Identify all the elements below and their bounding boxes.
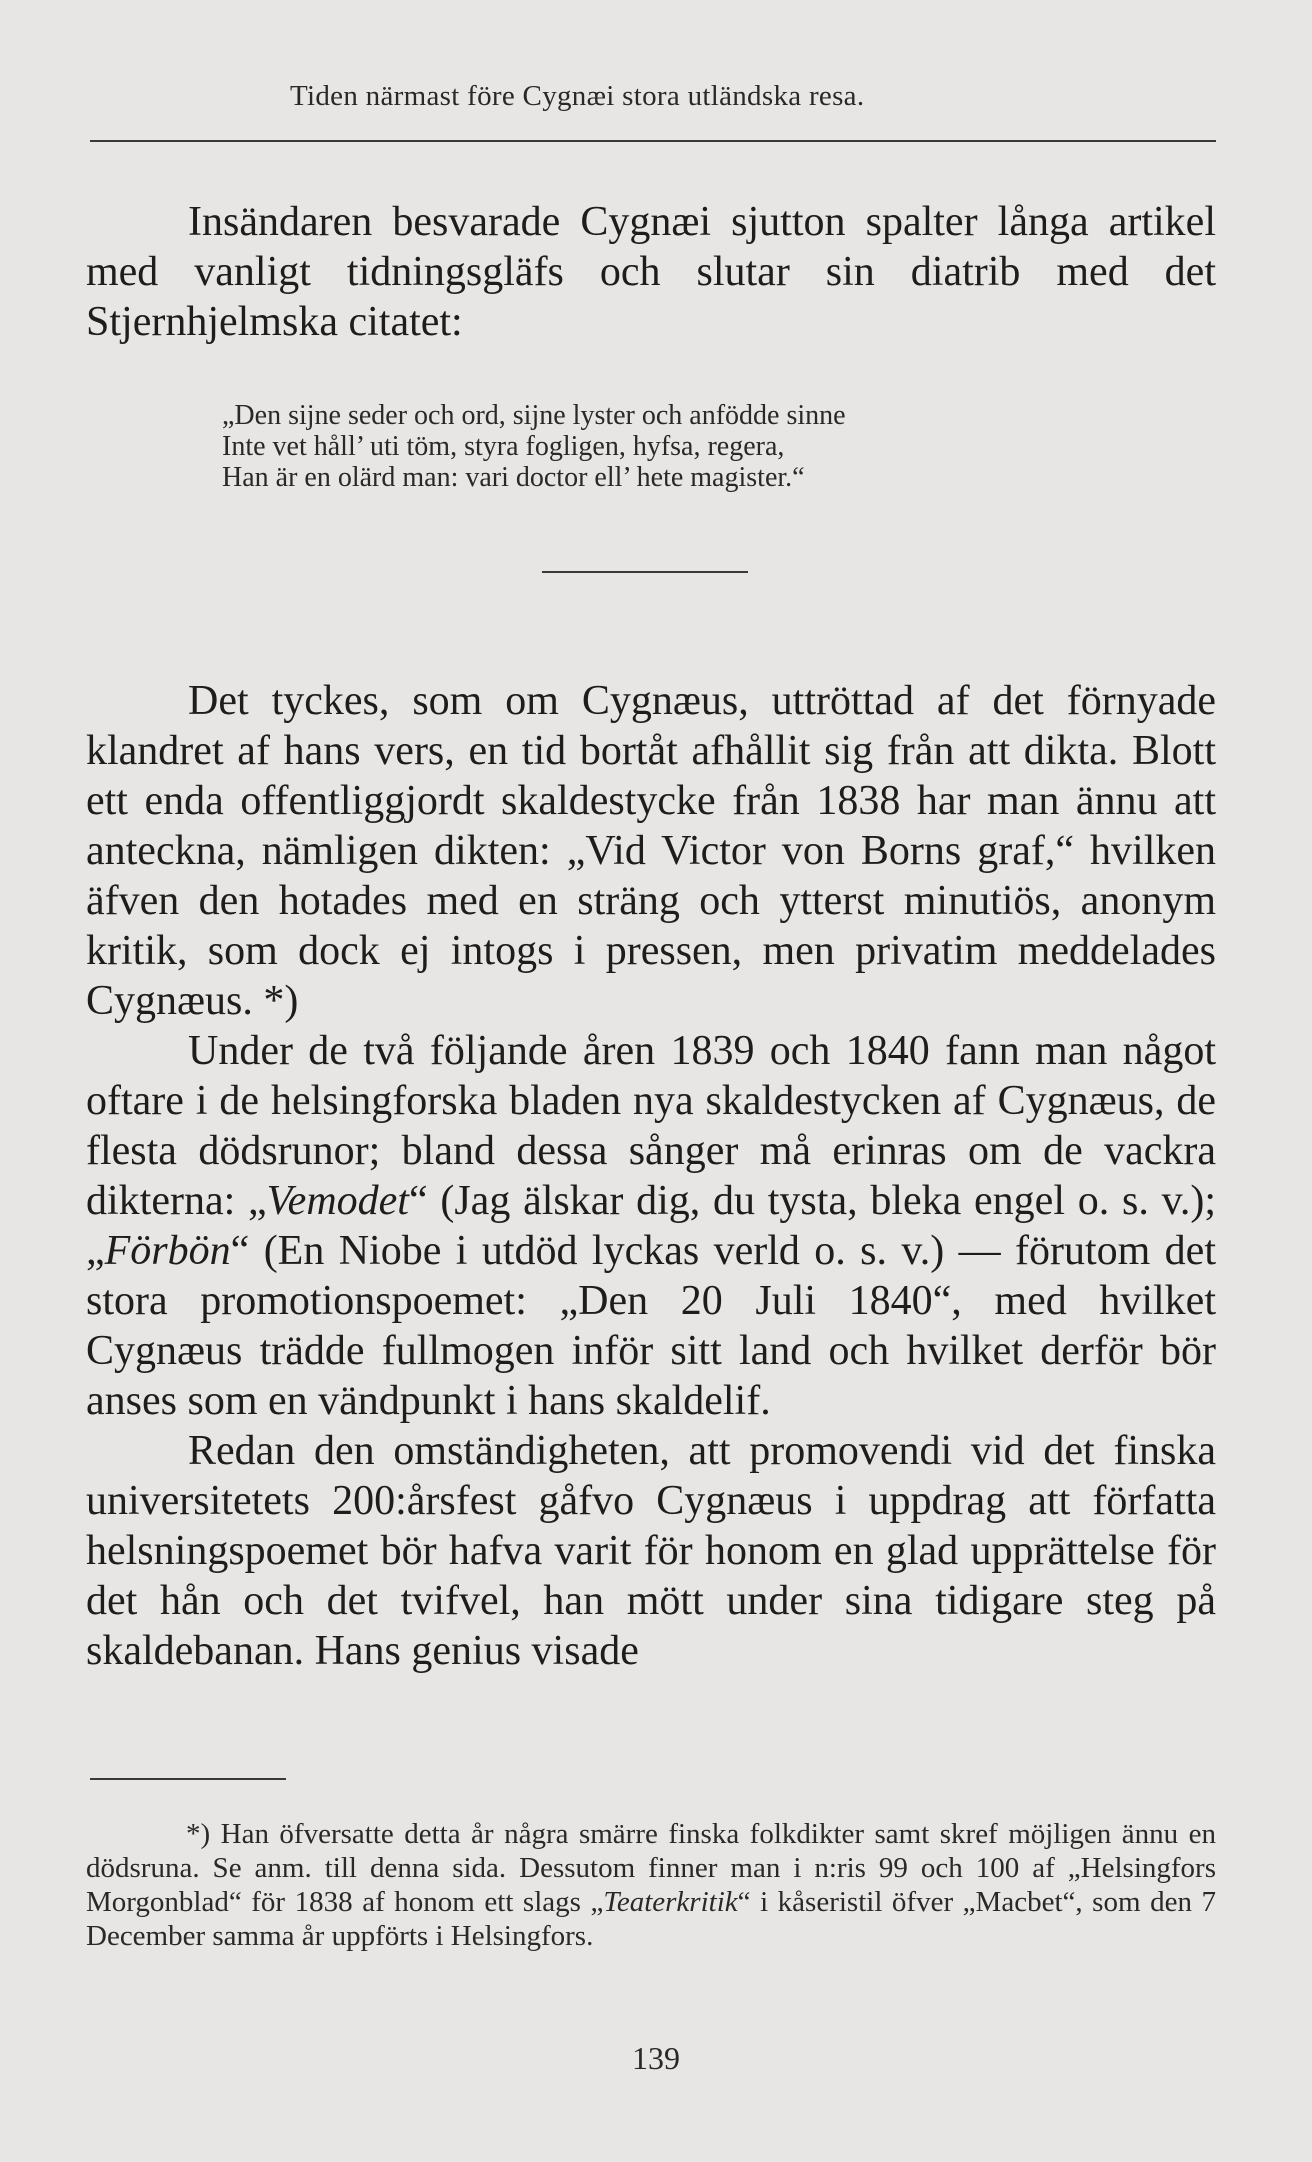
quote-line: Han är en olärd man: vari doctor ell’ hete magister.“ [222, 462, 805, 493]
paragraph-2-text: “ (En Niobe i utdöd lyckas verld o. s. v.) — förutom det stora promotionspoemet: „Den 20 Juli 1840“, med hvilket Cygnæus trädde fullmogen inför sitt land och hvilket derför bör anses som en vändpunkt i hans skaldelif. [86, 1228, 1216, 1424]
footnote-paragraph [86, 1817, 1216, 1953]
paragraph-3: Redan den omständigheten, att promovendi vid det finska universitetets 200:årsfest gåfvo Cygnæus i uppdrag att författa helsningspoemet bör hafva varit för honom en glad upprättelse för det hån och det tvifvel, han mött under sina tidigare steg på skaldebanan. Hans genius visade [86, 1428, 1216, 1674]
intro-paragraph: Insändaren besvarade Cygnæi sjutton spalter långa artikel med vanligt tidningsgläfs och slutar sin diatrib med det Stjernhjelmska citatet: [86, 199, 1216, 345]
paragraph-2 [86, 1026, 1216, 1426]
footnote-rule [90, 1778, 286, 1780]
quote-line: „Den sijne seder och ord, sijne lyster och anfödde sinne [222, 400, 846, 431]
quote-line: Inte vet håll’ uti töm, styra fogligen, hyfsa, regera, [222, 431, 785, 462]
footnote-text: *) Han öfversatte detta år några smärre finska folkdikter samt skref möjligen ännu en dödsruna. Se anm. till denna sida. Dessutom finner man i n:ris 99 och 100 af „Helsingfors Morgonblad“ för 1838 af honom ett slags „ [86, 1818, 1216, 1918]
intro-block [86, 197, 1216, 347]
stjernhjelm-quote [222, 400, 846, 493]
footnote [86, 1817, 1216, 1953]
poem-title-vemodet: Vemodet [266, 1178, 409, 1224]
footnote-title-teaterkritik: Teaterkritik [603, 1886, 738, 1918]
running-head: Tiden närmast före Cygnæi stora utländska resa. [290, 80, 865, 112]
page-number: 139 [632, 2040, 680, 2076]
main-text [86, 676, 1216, 1676]
header-rule [90, 140, 1216, 142]
paragraph-2-text: “ (Jag älskar dig, du tysta, bleka engel o. s. v.); „ [86, 1178, 1216, 1274]
footnote-text: “ i kåseristil öfver „Macbet“, som den 7 December samma år uppförts i Helsingfors. [86, 1886, 1217, 1952]
poem-title-forbon: Förbön [104, 1228, 231, 1274]
paragraph-2-text: Under de två följande åren 1839 och 1840 fann man något oftare i de helsingforska bladen nya skaldestycken af Cygnæus, de flesta dödsrunor; bland dessa sånger må erinras om de vackra dikterna: „ [86, 1028, 1216, 1224]
paragraph-1: Det tyckes, som om Cygnæus, uttröttad af det förnyade klandret af hans vers, en tid bortåt afhållit sig från att dikta. Blott ett enda offentliggjordt skaldestycke från 1838 har man ännu att anteckna, nämligen dikten: „Vid Victor von Borns graf,“ hvilken äfven den hotades med en sträng och ytterst minutiös, anonym kritik, som dock ej intogs i pressen, men privatim meddelades Cygnæus. *) [86, 678, 1216, 1024]
section-divider [542, 571, 748, 573]
